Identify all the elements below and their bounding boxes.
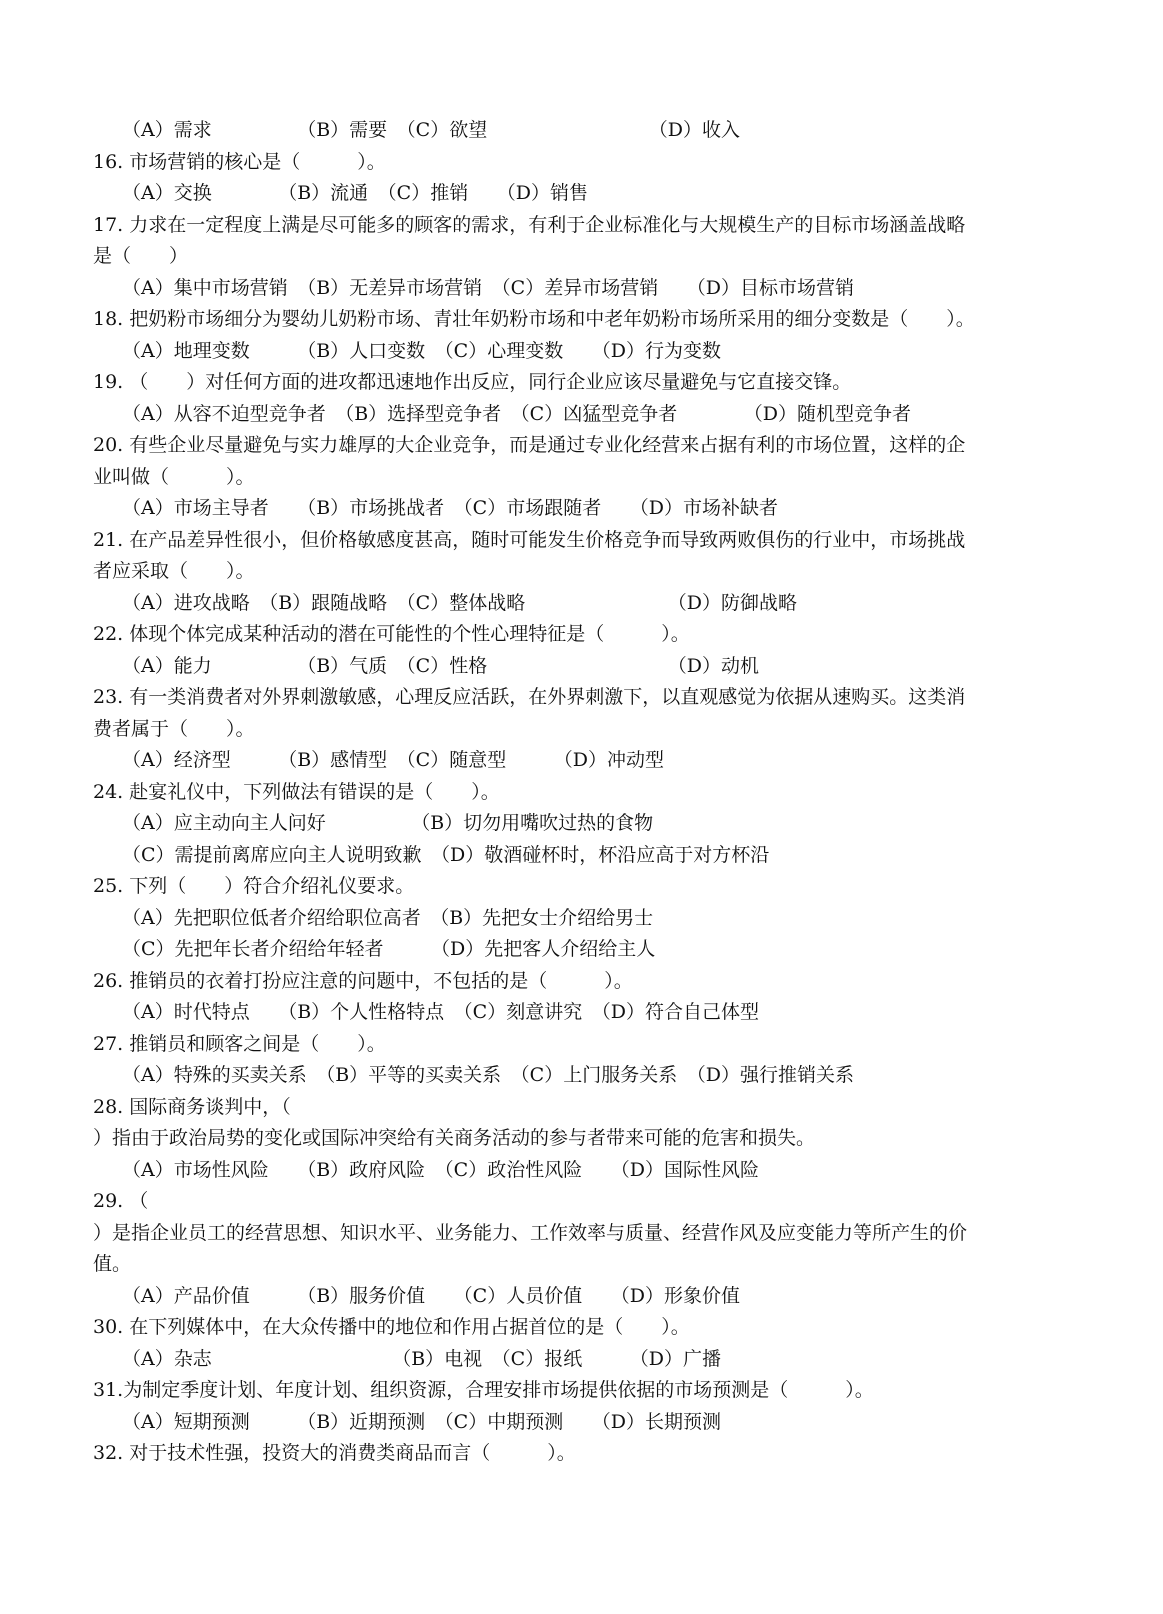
options-line: （A）交换 （B）流通 （C）推销 （D）销售 xyxy=(122,182,588,204)
question-continuation-line: 值。 xyxy=(93,1253,132,1275)
options-line: （A）短期预测 （B）近期预测 （C）中期预测 （D）长期预测 xyxy=(122,1411,721,1433)
question-line: 19. （ ）对任何方面的进攻都迅速地作出反应，同行企业应该尽量避免与它直接交锋。 xyxy=(93,371,852,393)
question-line: 25. 下列（ ）符合介绍礼仪要求。 xyxy=(93,875,415,897)
question-line: 20. 有些企业尽量避免与实力雄厚的大企业竞争，而是通过专业化经营来占据有利的市场位置，这样的企 xyxy=(93,434,966,456)
options-line: （A）集中市场营销 （B）无差异市场营销 （C）差异市场营销 （D）目标市场营销 xyxy=(122,277,854,299)
options-line: （A）从容不迫型竞争者 （B）选择型竞争者 （C）凶猛型竞争者 （D）随机型竞争者 xyxy=(122,403,911,425)
options-line: （A）时代特点 （B）个人性格特点 （C）刻意讲究 （D）符合自己体型 xyxy=(122,1001,759,1023)
options-line: （A）先把职位低者介绍给职位高者 （B）先把女士介绍给男士 xyxy=(122,907,654,929)
options-line: （A）特殊的买卖关系 （B）平等的买卖关系 （C）上门服务关系 （D）强行推销关系 xyxy=(122,1064,854,1086)
question-line: 18. 把奶粉市场细分为婴幼儿奶粉市场、青壮年奶粉市场和中老年奶粉市场所采用的细分变数是（ ）。 xyxy=(93,308,975,330)
options-line: （A）产品价值 （B）服务价值 （C）人员价值 （D）形象价值 xyxy=(122,1285,740,1307)
question-continuation-line: ）是指企业员工的经营思想、知识水平、业务能力、工作效率与质量、经营作风及应变能力等所产生的价 xyxy=(93,1222,968,1244)
options-line: （C）需提前离席应向主人说明致歉 （D）敬酒碰杯时，杯沿应高于对方杯沿 xyxy=(122,844,770,866)
question-line: 费者属于（ ）。 xyxy=(93,718,255,740)
options-line: （A）地理变数 （B）人口变数 （C）心理变数 （D）行为变数 xyxy=(122,340,721,362)
question-line: 26. 推销员的衣着打扮应注意的问题中，不包括的是（ ）。 xyxy=(93,970,633,992)
options-line: （A）进攻战略 （B）跟随战略 （C）整体战略 （D）防御战略 xyxy=(122,592,797,614)
question-line: 23. 有一类消费者对外界刺激敏感，心理反应活跃，在外界刺激下，以直观感觉为依据从速购买。这类消 xyxy=(93,686,966,708)
options-line: （A）杂志 （B）电视 （C）报纸 （D）广播 xyxy=(122,1348,721,1370)
question-line: 者应采取（ ）。 xyxy=(93,560,255,582)
options-line: （A）经济型 （B）感情型 （C）随意型 （D）冲动型 xyxy=(122,749,664,771)
options-line: （A）市场性风险 （B）政府风险 （C）政治性风险 （D）国际性风险 xyxy=(122,1159,759,1181)
question-line: 21. 在产品差异性很小，但价格敏感度甚高，随时可能发生价格竞争而导致两败俱伤的行业中，市场挑战 xyxy=(93,529,966,551)
question-line: 是（ ） xyxy=(93,245,189,267)
options-line: （C）先把年长者介绍给年轻者 （D）先把客人介绍给主人 xyxy=(122,938,656,960)
question-line: 17. 力求在一定程度上满是尽可能多的顾客的需求，有利于企业标准化与大规模生产的目标市场涵盖战略 xyxy=(93,214,966,236)
options-line: （A）市场主导者 （B）市场挑战者 （C）市场跟随者 （D）市场补缺者 xyxy=(122,497,778,519)
question-line: 31.为制定季度计划、年度计划、组织资源，合理安排市场提供依据的市场预测是（ ）。 xyxy=(93,1379,874,1401)
options-line: （A）需求 （B）需要 （C）欲望 （D）收入 xyxy=(122,119,740,141)
question-line: 24. 赴宴礼仪中，下列做法有错误的是（ ）。 xyxy=(93,781,500,803)
options-line: （A）能力 （B）气质 （C）性格 （D）动机 xyxy=(122,655,759,677)
question-line: 22. 体现个体完成某种活动的潜在可能性的个性心理特征是（ ）。 xyxy=(93,623,690,645)
question-line: 28. 国际商务谈判中，（ xyxy=(93,1096,291,1118)
question-continuation-line: ）指由于政治局势的变化或国际冲突给有关商务活动的参与者带来可能的危害和损失。 xyxy=(93,1127,816,1149)
question-line: 32. 对于技术性强，投资大的消费类商品而言（ ）。 xyxy=(93,1442,576,1464)
question-line: 29. （ xyxy=(93,1190,149,1212)
question-line: 16. 市场营销的核心是（ ）。 xyxy=(93,151,386,173)
question-line: 27. 推销员和顾客之间是（ ）。 xyxy=(93,1033,386,1055)
question-line: 业叫做（ ）。 xyxy=(93,466,255,488)
question-line: 30. 在下列媒体中，在大众传播中的地位和作用占据首位的是（ ）。 xyxy=(93,1316,690,1338)
options-line: （A）应主动向主人问好 （B）切勿用嘴吹过热的食物 xyxy=(122,812,654,834)
